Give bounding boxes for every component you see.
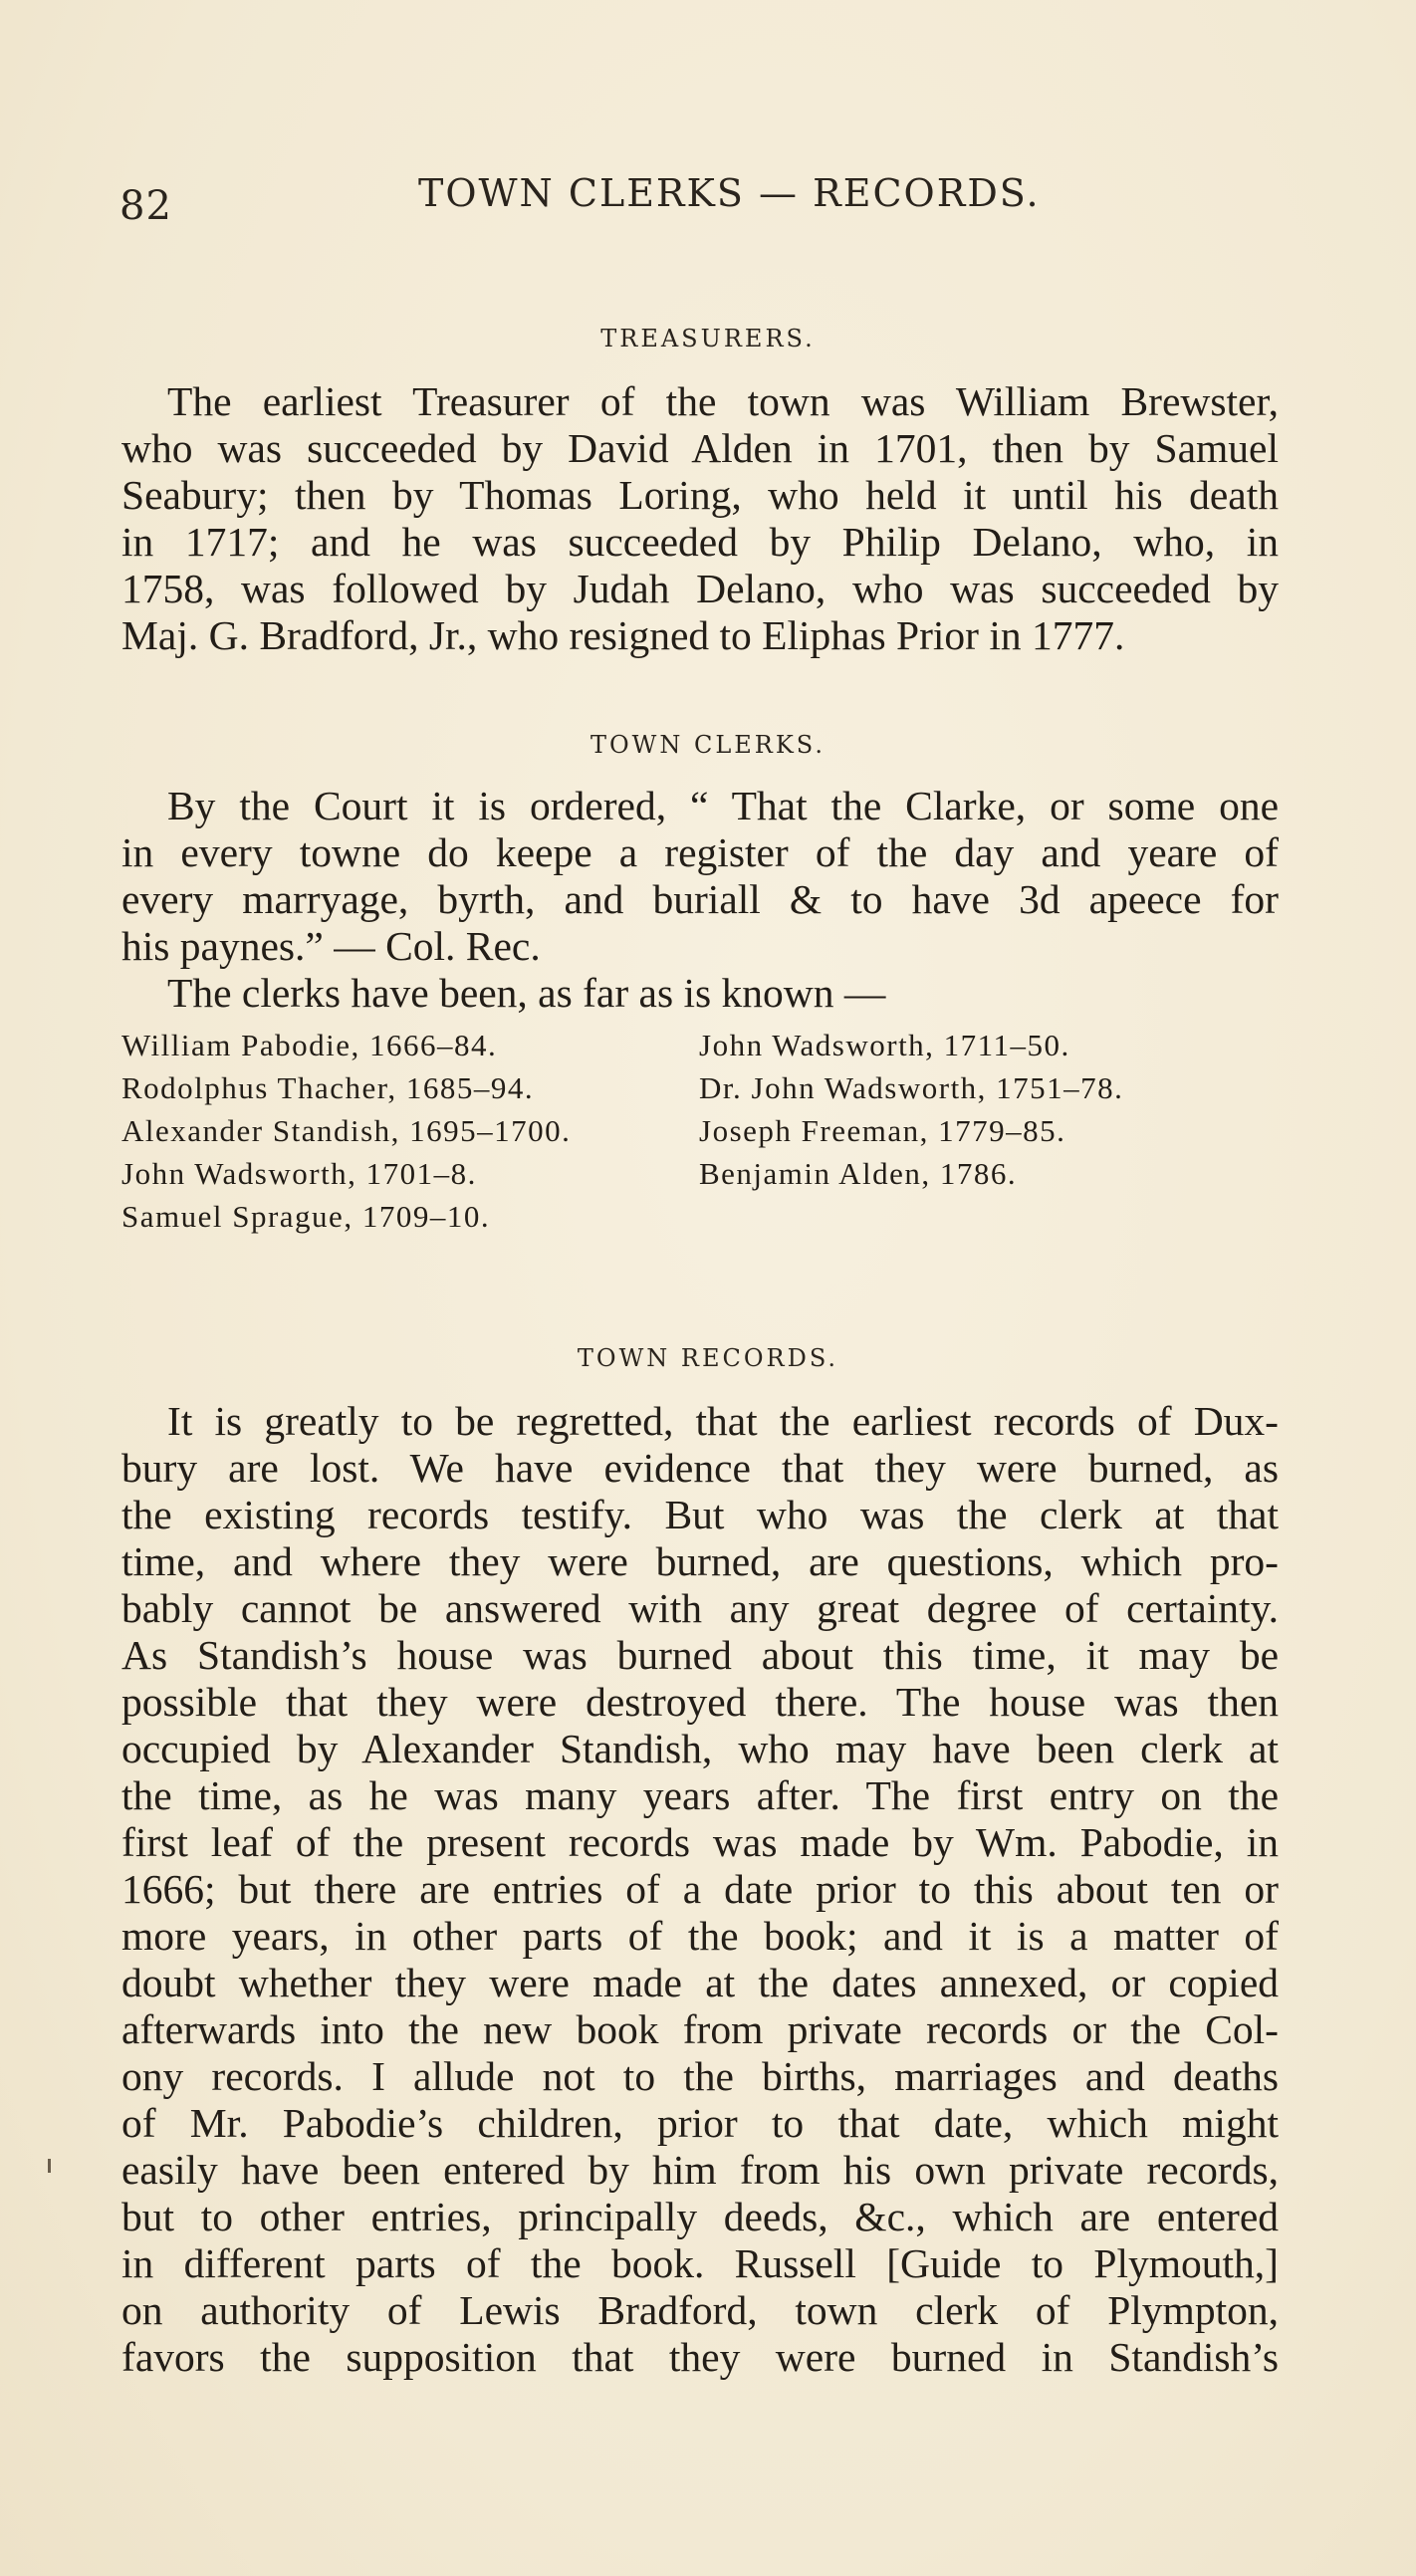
clerk-entry: John Wadsworth, 1701–8.	[121, 1156, 477, 1191]
paragraph-line: ony records. I allude not to the births, marriages and deaths	[121, 2053, 1279, 2099]
paragraph-line: first leaf of the present records was made by Wm. Pabodie, in	[121, 1819, 1279, 1865]
section-heading-town-clerks: TOWN CLERKS.	[590, 731, 826, 759]
paragraph-line: The earliest Treasurer of the town was William Brewster,	[167, 378, 1279, 424]
clerk-entry: Joseph Freeman, 1779–85.	[699, 1113, 1066, 1148]
paragraph-line: who was succeeded by David Alden in 1701, then by Samuel	[121, 425, 1279, 471]
clerk-entry: Alexander Standish, 1695–1700.	[121, 1113, 572, 1148]
clerks-column-right	[699, 1024, 1123, 1195]
town-records-paragraph	[121, 1398, 1279, 2381]
clerk-entry: Benjamin Alden, 1786.	[699, 1156, 1018, 1191]
paragraph-line: in every towne do keepe a register of the day and yeare of	[121, 829, 1279, 875]
page-header	[119, 171, 1275, 231]
clerk-entry: John Wadsworth, 1711–50.	[699, 1028, 1070, 1062]
paragraph-line: 1758, was followed by Judah Delano, who was succeeded by	[121, 566, 1279, 611]
margin-mark	[48, 2159, 51, 2173]
paragraph-line: the existing records testify. But who was the clerk at that	[121, 1492, 1279, 1537]
paragraph-line: favors the supposition that they were burned in Standish’s	[121, 2334, 1279, 2380]
paragraph-line: the time, as he was many years after. The first entry on the	[121, 1772, 1279, 1818]
clerk-entry: Samuel Sprague, 1709–10.	[121, 1199, 491, 1234]
paragraph-line: in 1717; and he was succeeded by Philip Delano, who, in	[121, 519, 1279, 565]
section-heading-treasurers: TREASURERS.	[600, 325, 816, 352]
paragraph-line: time, and where they were burned, are questions, which pro-	[121, 1538, 1279, 1584]
paragraph-line: possible that they were destroyed there. The house was then	[121, 1679, 1279, 1725]
paragraph-line: in different parts of the book. Russell [Guide to Plymouth,]	[121, 2240, 1279, 2286]
clerks-intro: The clerks have been, as far as is known —	[167, 970, 886, 1016]
treasurers-paragraph	[121, 378, 1279, 659]
clerk-entry: Dr. John Wadsworth, 1751–78.	[699, 1070, 1124, 1105]
page-number: 82	[119, 183, 172, 229]
running-title: TOWN CLERKS — RECORDS.	[418, 171, 1041, 215]
paragraph-line: occupied by Alexander Standish, who may have been clerk at	[121, 1726, 1279, 1771]
paragraph-line: 1666; but there are entries of a date prior to this about ten or	[121, 1866, 1279, 1912]
paragraph-line: every marryage, byrth, and buriall & to have 3d apeece for	[121, 876, 1279, 922]
paragraph-line: doubt whether they were made at the dates annexed, or copied	[121, 1960, 1279, 2005]
paragraph-line: easily have been entered by him from his own private records,	[121, 2147, 1279, 2193]
section-heading-town-records: TOWN RECORDS.	[577, 1344, 839, 1372]
paragraph-line: afterwards into the new book from private records or the Col-	[121, 2006, 1279, 2052]
clerk-entry: William Pabodie, 1666–84.	[121, 1028, 498, 1062]
paragraph-line: of Mr. Pabodie’s children, prior to that date, which might	[121, 2100, 1279, 2146]
paragraph-line: bury are lost. We have evidence that they were burned, as	[121, 1445, 1279, 1491]
clerk-entry: Rodolphus Thacher, 1685–94.	[121, 1070, 535, 1105]
paragraph-line: bably cannot be answered with any great degree of certainty.	[121, 1585, 1279, 1631]
paragraph-line: but to other entries, principally deeds, &c., which are entered	[121, 2194, 1279, 2239]
paragraph-line: As Standish’s house was burned about this time, it may be	[121, 1632, 1279, 1678]
paragraph-line: Seabury; then by Thomas Loring, who held it until his death	[121, 472, 1279, 518]
paragraph-line: Maj. G. Bradford, Jr., who resigned to Eliphas Prior in 1777.	[121, 612, 1125, 658]
paragraph-line: more years, in other parts of the book; and it is a matter of	[121, 1913, 1279, 1959]
paragraph-line: his paynes.” — Col. Rec.	[121, 923, 541, 969]
paragraph-line: By the Court it is ordered, “ That the Clarke, or some one	[167, 783, 1279, 828]
paragraph-line: on authority of Lewis Bradford, town clerk of Plympton,	[121, 2287, 1279, 2333]
paragraph-line: It is greatly to be regretted, that the earliest records of Dux-	[167, 1398, 1279, 1444]
clerks-column-left	[121, 1024, 571, 1238]
town-clerks-paragraph	[121, 783, 1279, 1017]
